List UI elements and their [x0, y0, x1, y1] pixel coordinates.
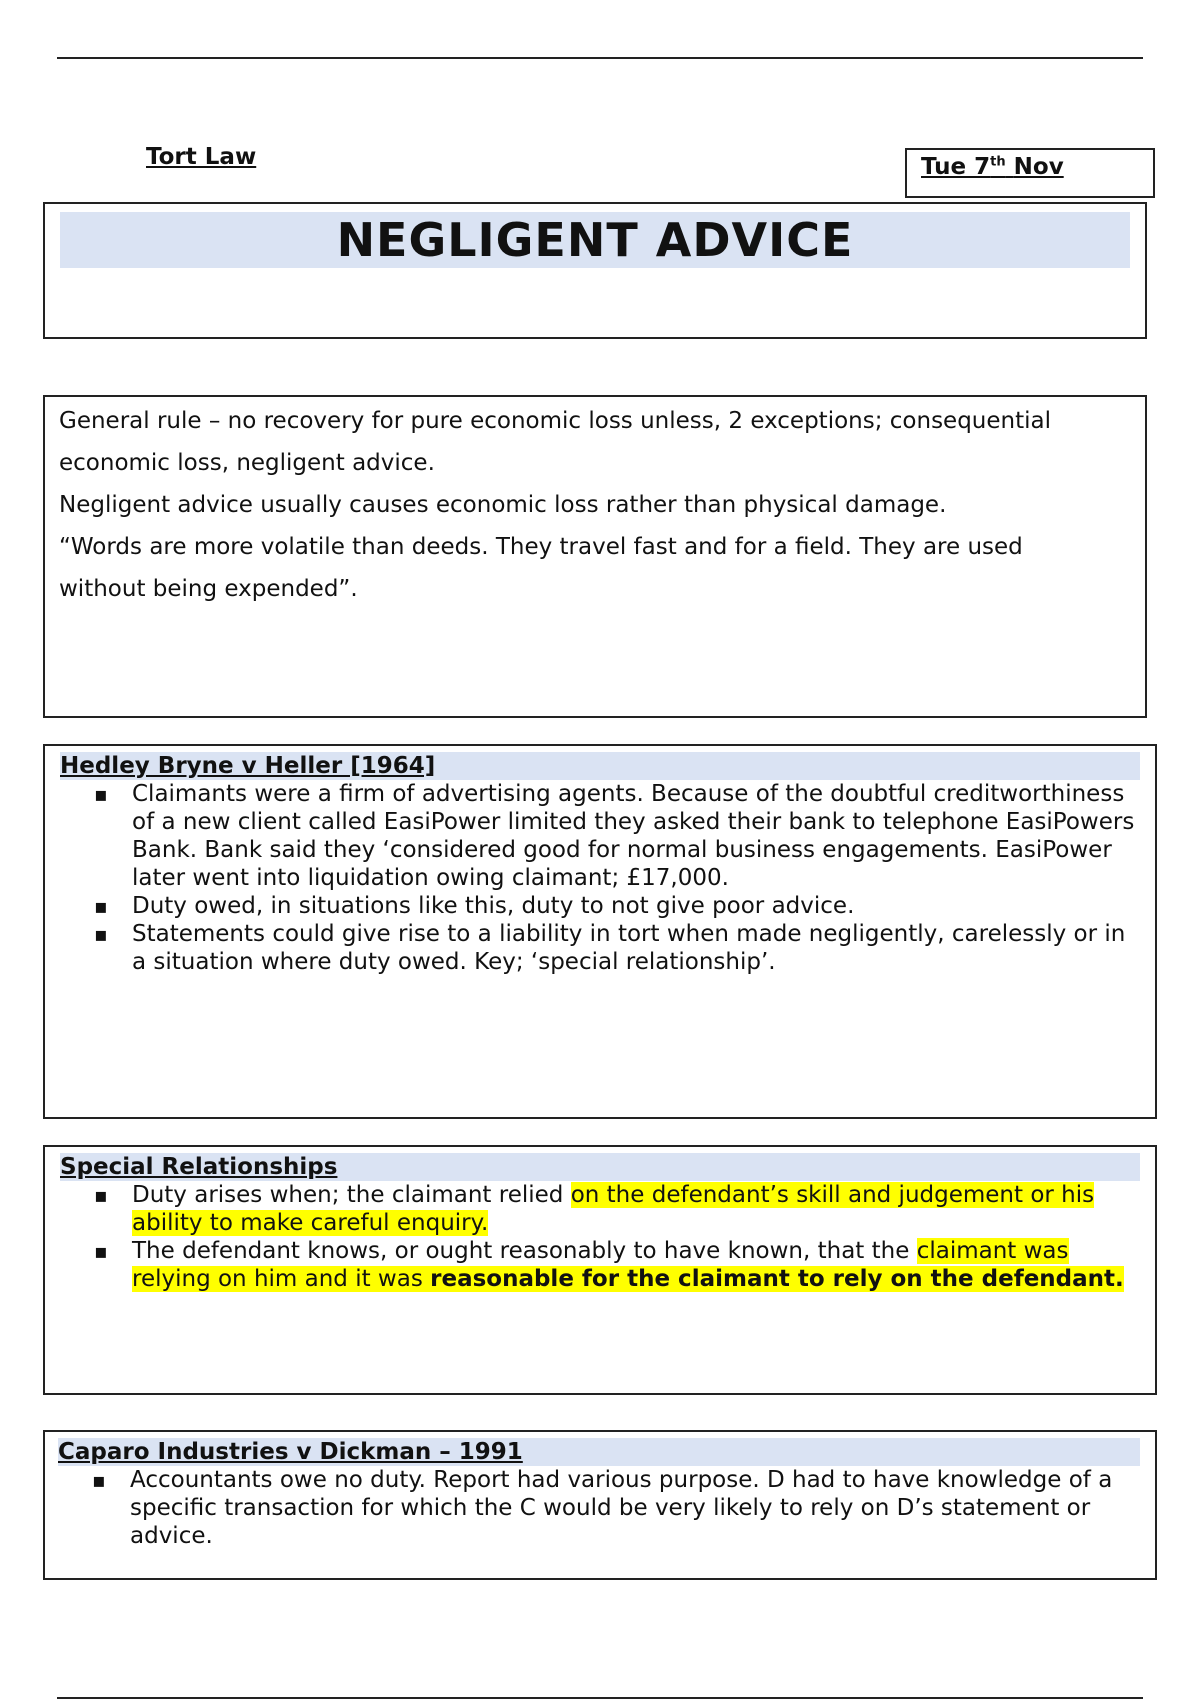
- general-line: Negligent advice usually causes economic loss rather than physical damage.: [59, 492, 947, 518]
- caparo-box: [43, 1430, 1157, 1580]
- special-relationships-box: [43, 1145, 1157, 1395]
- list-item: ▪ Accountants owe no duty. Report had various purpose. D had to have knowledge of a specific transaction for which the C would be very likely to rely on D’s statement or advice.: [130, 1466, 1140, 1550]
- caparo-heading: Caparo Industries v Dickman – 1991: [58, 1438, 1140, 1466]
- highlighted-bold-text: reasonable for the claimant to rely on the defendant.: [430, 1266, 1124, 1292]
- bullet-text: Duty arises when; the claimant relied: [132, 1182, 571, 1208]
- special-bullet-list: [60, 1181, 1140, 1293]
- list-item: ▪ Claimants were a firm of advertising agents. Because of the doubtful creditworthiness of a new client called EasiPower limited they asked their bank to telephone EasiPowers Bank. Bank said they ‘considered good for normal business engagements. EasiPower later went into liquidation owing claimant; £17,000.: [132, 780, 1140, 892]
- date-day: Tue 7: [921, 154, 991, 180]
- page-title: NEGLIGENT ADVICE: [60, 212, 1130, 268]
- hedley-heading: Hedley Bryne v Heller [1964]: [60, 752, 1140, 780]
- general-line: economic loss, negligent advice.: [59, 450, 435, 476]
- list-item: ▪ Duty owed, in situations like this, duty to not give poor advice.: [132, 892, 1140, 920]
- list-item: [132, 1237, 1140, 1293]
- hedley-bullet-list: [60, 780, 1140, 976]
- caparo-bullet-list: [58, 1466, 1140, 1550]
- general-line: without being expended”.: [59, 576, 358, 602]
- title-box: [43, 202, 1147, 339]
- date-ordinal: th: [990, 154, 1006, 170]
- header-rule: [57, 57, 1143, 59]
- date-month: Nov: [1013, 154, 1064, 180]
- footer-rule: [57, 1697, 1143, 1699]
- general-rule-box: [43, 395, 1147, 718]
- list-item: ▪ Statements could give rise to a liability in tort when made negligently, carelessly or in a situation where duty owed. Key; ‘special relationship’.: [132, 920, 1140, 976]
- general-line: General rule – no recovery for pure economic loss unless, 2 exceptions; consequential: [59, 408, 1051, 434]
- highlighted-text: claimant was relying on him and it was: [132, 1238, 1069, 1292]
- special-heading: Special Relationships: [60, 1153, 1140, 1181]
- hedley-bryne-box: [43, 744, 1157, 1119]
- general-line: “Words are more volatile than deeds. They travel fast and for a field. They are used: [59, 534, 1023, 560]
- subject-label: Tort Law: [146, 144, 257, 170]
- bullet-text: The defendant knows, or ought reasonably to have known, that the: [132, 1238, 917, 1264]
- highlighted-text: on the defendant’s skill and judgement or his ability to make careful enquiry.: [132, 1182, 1095, 1236]
- date-box: [905, 148, 1155, 198]
- list-item: [132, 1181, 1140, 1237]
